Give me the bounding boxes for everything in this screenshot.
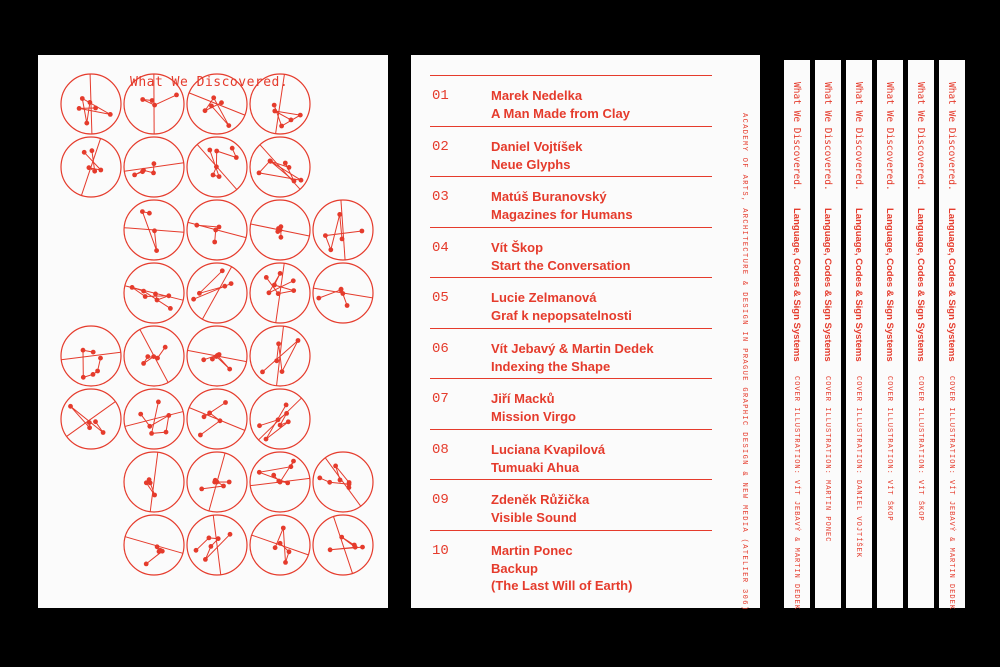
toc-entry [430, 429, 712, 475]
constellation-circle [187, 200, 247, 260]
constellation-circle [61, 326, 121, 386]
toc-work-line: (The Last Will of Earth) [491, 577, 633, 593]
toc-author: Matúš Buranovský [491, 189, 607, 204]
toc-author: Jiří Macků [491, 391, 555, 406]
toc-author: Martin Ponec [491, 542, 573, 558]
constellation-circle [313, 263, 373, 323]
toc-number: 09 [432, 492, 449, 508]
constellation-circle [124, 452, 184, 512]
book-spine [784, 60, 810, 611]
constellation-circle [313, 200, 373, 260]
spine-subtitle: Language, Codes & Sign Systems [884, 208, 895, 362]
toc-entry [430, 126, 712, 172]
spine-credit: COVER ILLUSTRATION: VÍT ŠKOP [916, 376, 924, 522]
toc-number: 04 [432, 239, 449, 256]
toc-author: Vít Škop [491, 239, 544, 255]
toc-entry [430, 328, 712, 374]
constellation-circle [250, 452, 310, 512]
constellation-circle [250, 515, 310, 575]
toc-work-line: Visible Sound [491, 510, 577, 525]
toc-work-title [491, 307, 632, 324]
book-spine [846, 60, 872, 608]
toc-work-title [491, 105, 630, 122]
toc-work-line: Start the Conversation [491, 257, 631, 273]
spine-credit: COVER ILLUSTRATION: DANIEL VOJTÍŠEK [854, 376, 862, 559]
toc-entry [430, 75, 712, 121]
constellation-circle [124, 137, 184, 197]
toc-number: 05 [432, 290, 449, 306]
toc-work-title [491, 509, 577, 526]
cover-illustration [38, 55, 388, 608]
spine-subtitle: Language, Codes & Sign Systems [853, 208, 864, 362]
toc-entry [430, 227, 712, 273]
constellation-circle [61, 389, 121, 449]
toc-author: Luciana Kvapilová [491, 441, 606, 457]
toc-entry [430, 277, 712, 323]
spine-credit: COVER ILLUSTRATION: VÍT JEBAVÝ & MARTIN DEDEK [947, 376, 955, 611]
book-spine [939, 60, 965, 611]
spine-subtitle: Language, Codes & Sign Systems [915, 208, 926, 362]
toc-work-title [491, 257, 630, 274]
toc-work-title [491, 156, 570, 173]
spine-credit: COVER ILLUSTRATION: MARTIN PONEC [823, 376, 831, 543]
spine-subtitle: Language, Codes & Sign Systems [791, 208, 802, 362]
constellation-circle [250, 326, 310, 386]
spine-subtitle: Language, Codes & Sign Systems [946, 208, 957, 362]
constellation-circle [187, 263, 247, 323]
toc-author: Vít Jebavý & Martin Dedek [491, 340, 654, 356]
constellation-circle [124, 389, 184, 449]
spine-credit: COVER ILLUSTRATION: VÍT JEBAVÝ & MARTIN DEDEK [792, 376, 800, 611]
spine-subtitle: Language, Codes & Sign Systems [822, 208, 833, 362]
toc-number: 03 [432, 189, 449, 205]
toc-number: 10 [432, 542, 449, 559]
toc-work-line: Mission Virgo [491, 409, 576, 424]
spine-credit: COVER ILLUSTRATION: VÍT ŠKOP [885, 376, 893, 522]
constellation-circle [250, 137, 310, 197]
spine-title: What We Discovered. [915, 82, 926, 191]
constellation-circle [250, 200, 310, 260]
toc-work-title [491, 408, 576, 425]
toc-work-title [491, 459, 579, 476]
toc-work-line: A Man Made from Clay [491, 106, 630, 121]
toc-entry [430, 530, 712, 593]
back-cover [411, 55, 760, 612]
spine-title: What We Discovered. [946, 82, 957, 191]
constellation-circle [250, 389, 310, 449]
toc-author: Zdeněk Růžička [491, 492, 590, 507]
constellation-circle [124, 515, 184, 575]
institution-text: ACADEMY OF ARTS, ARCHITECTURE & DESIGN IN PRAGUE GRAPHIC DESIGN & NEW MEDIA (ATELIER 306) [740, 113, 748, 612]
book-spine [877, 60, 903, 608]
toc-number: 08 [432, 441, 449, 458]
constellation-circle [124, 200, 184, 260]
toc-number: 01 [432, 88, 449, 104]
spine-title: What We Discovered. [853, 82, 864, 191]
constellation-circle [124, 263, 184, 323]
book-spine [908, 60, 934, 608]
constellation-circle [313, 452, 373, 512]
constellation-circle [124, 326, 184, 386]
constellation-circle [313, 515, 373, 575]
toc-work-line: Indexing the Shape [491, 358, 611, 374]
spine-title: What We Discovered. [884, 82, 895, 191]
constellation-circle [61, 137, 121, 197]
constellation-circle [187, 326, 247, 386]
spine-title: What We Discovered. [791, 82, 802, 191]
constellation-circle [187, 137, 247, 197]
toc-work-title [491, 358, 610, 375]
toc-entry [430, 176, 712, 222]
toc-author: Daniel Vojtíšek [491, 138, 583, 154]
book-spine [815, 60, 841, 608]
toc-number: 06 [432, 340, 449, 357]
toc-number: 07 [432, 391, 449, 407]
toc-work-title [491, 560, 632, 594]
constellation-circle [187, 452, 247, 512]
toc-entry [430, 479, 712, 525]
toc-number: 02 [432, 138, 449, 155]
toc-work-title [491, 206, 633, 223]
toc-work-line: Neue Glyphs [491, 156, 571, 172]
spine-title: What We Discovered. [822, 82, 833, 191]
toc-work-line: Graf k nepopsatelnosti [491, 308, 632, 323]
toc-work-line: Tumuaki Ahua [491, 459, 580, 475]
cover-title: What We Discovered. [130, 75, 289, 90]
toc-author: Marek Nedelka [491, 88, 583, 103]
constellation-circle [61, 74, 121, 134]
constellation-circle [187, 389, 247, 449]
toc-entry [430, 378, 712, 424]
toc-work-line: Backup [491, 560, 538, 576]
front-cover [38, 55, 388, 608]
constellation-circle [250, 263, 310, 323]
toc-author: Lucie Zelmanová [491, 290, 597, 305]
constellation-circle [187, 515, 247, 575]
toc-work-line: Magazines for Humans [491, 207, 633, 222]
